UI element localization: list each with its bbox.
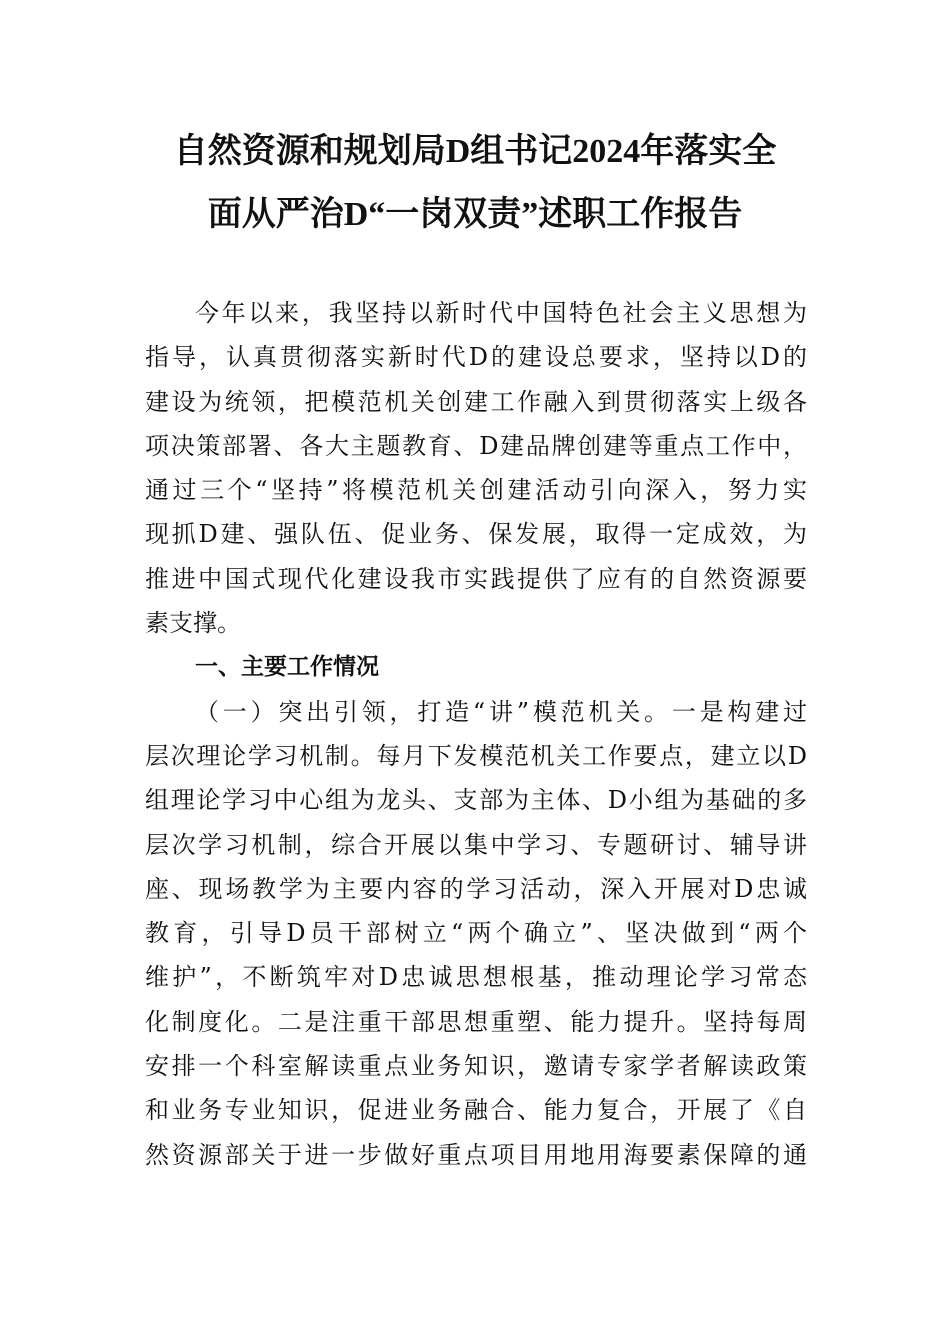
paragraph-line: 现抓D建、强队伍、促业务、保发展，取得一定成效，为 <box>145 520 807 549</box>
paragraph-line: 层次理论学习机制。每月下发模范机关工作要点，建立以D <box>145 741 807 770</box>
document-title-line-1: 自然资源和规划局D组书记2024年落实全 <box>173 133 777 170</box>
paragraph-line: 化制度化。二是注重干部思想重塑、能力提升。坚持每周 <box>145 1007 807 1036</box>
paragraph-line: 建设为统领，把模范机关创建工作融入到贯彻落实上级各 <box>145 387 807 416</box>
paragraph-line: 和业务专业知识，促进业务融合、能力复合，开展了《自 <box>145 1096 807 1125</box>
paragraph-line: 今年以来，我坚持以新时代中国特色社会主义思想为 <box>195 299 807 327</box>
paragraph-line: 教育，引导D员干部树立“两个确立”、坚决做到“两个 <box>145 919 807 948</box>
paragraph-line: 项决策部署、各大主题教育、D建品牌创建等重点工作中， <box>145 431 807 460</box>
section-heading: 一、主要工作情况 <box>195 654 379 681</box>
document-body <box>145 291 807 1177</box>
paragraph-line: 组理论学习中心组为龙头、支部为主体、D小组为基础的多 <box>145 786 807 815</box>
paragraph-line: 座、现场教学为主要内容的学习活动，深入开展对D忠诚 <box>145 874 807 903</box>
paragraph-line: 然资源部关于进一步做好重点项目用地用海要素保障的通 <box>145 1140 807 1169</box>
paragraph-line: 层次学习机制，综合开展以集中学习、专题研讨、辅导讲 <box>145 830 807 859</box>
paragraph-line: 安排一个科室解读重点业务知识，邀请专家学者解读政策 <box>145 1052 807 1081</box>
paragraph-line: 维护”，不断筑牢对D忠诚思想根基，推动理论学习常态 <box>145 963 807 992</box>
paragraph-line: 指导，认真贯彻落实新时代D的建设总要求，坚持以D的 <box>145 343 807 372</box>
paragraph-line: 素支撑。 <box>145 609 241 638</box>
paragraph-line: （一）突出引领，打造“讲”模范机关。一是构建过 <box>195 697 807 726</box>
paragraph-line: 推进中国式现代化建设我市实践提供了应有的自然资源要 <box>145 564 807 593</box>
document-title-line-2: 面从严治D“一岗双责”述职工作报告 <box>207 196 743 233</box>
paragraph-line: 通过三个“坚持”将模范机关创建活动引向深入，努力实 <box>145 476 807 505</box>
